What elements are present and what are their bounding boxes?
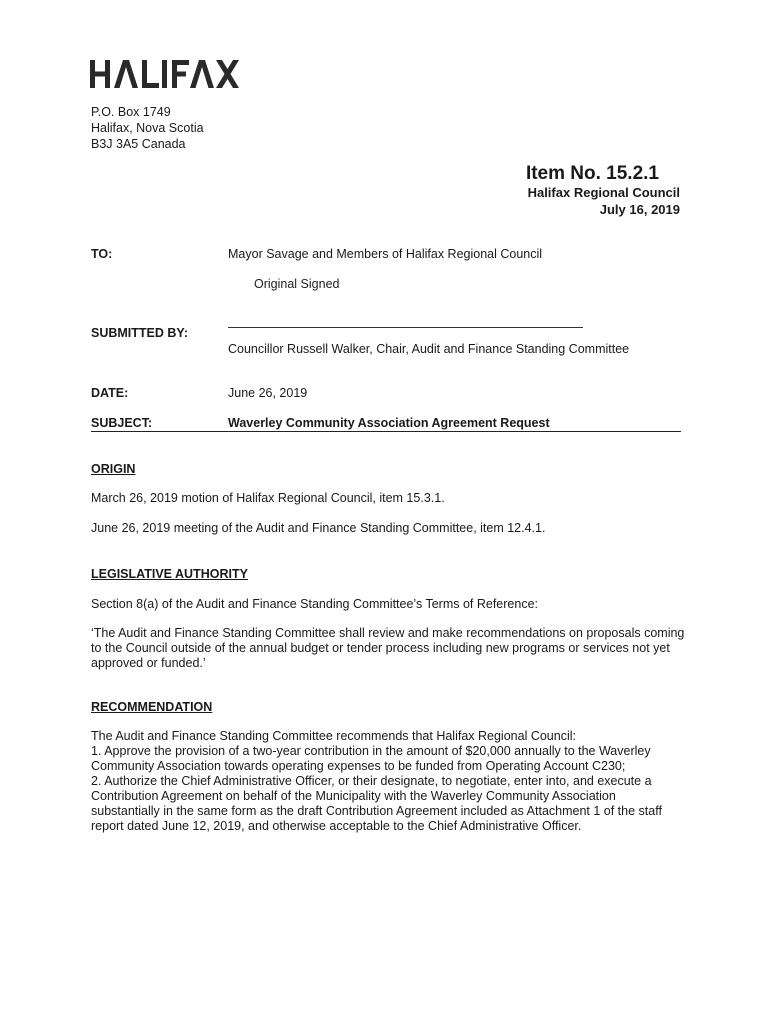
submitted-by-value: Councillor Russell Walker, Chair, Audit and Finance Standing Committee <box>228 342 630 356</box>
halifax-logo-graphic <box>90 56 240 92</box>
recommendation-line: report dated June 12, 2019, and otherwise acceptable to the Chief Administrative Officer. <box>91 819 582 833</box>
quote-line: ‘The Audit and Finance Standing Committee shall review and make recommendations on proposals coming <box>91 626 685 640</box>
original-signed-note: Original Signed <box>254 277 340 291</box>
recommendation-heading: RECOMMENDATION <box>91 700 213 714</box>
to-label: TO: <box>91 247 113 261</box>
date-value: June 26, 2019 <box>228 386 308 400</box>
address-line: B3J 3A5 Canada <box>91 137 186 151</box>
legislative-intro: Section 8(a) of the Audit and Finance Standing Committee’s Terms of Reference: <box>91 597 539 611</box>
council-name: Halifax Regional Council <box>527 185 680 200</box>
subject-label: SUBJECT: <box>91 416 153 430</box>
meeting-date: July 16, 2019 <box>599 202 680 217</box>
meeting-info <box>528 184 680 218</box>
recommendation-line: 1. Approve the provision of a two-year contribution in the amount of $20,000 annually to the Waverley <box>91 744 651 758</box>
recommendation-line: The Audit and Finance Standing Committee recommends that Halifax Regional Council: <box>91 729 576 743</box>
quote-line: approved or funded.’ <box>91 656 206 670</box>
legislative-quote <box>91 626 685 671</box>
address-line: P.O. Box 1749 <box>91 105 171 119</box>
to-value: Mayor Savage and Members of Halifax Regional Council <box>228 247 543 261</box>
quote-line: to the Council outside of the annual budget or tender process including new programs or services not yet <box>91 641 670 655</box>
letterhead-address <box>91 104 204 152</box>
origin-heading: ORIGIN <box>91 462 136 476</box>
signature-line <box>228 327 583 328</box>
item-number: Item No. 15.2.1 <box>525 163 659 184</box>
date-label: DATE: <box>91 386 129 400</box>
halifax-logo <box>90 56 240 92</box>
recommendation-line: substantially in the same form as the draft Contribution Agreement included as Attachment 1 of the staff <box>91 804 662 818</box>
origin-paragraph: June 26, 2019 meeting of the Audit and Finance Standing Committee, item 12.4.1. <box>91 521 546 535</box>
address-line: Halifax, Nova Scotia <box>91 121 204 135</box>
origin-paragraph: March 26, 2019 motion of Halifax Regional Council, item 15.3.1. <box>91 491 445 505</box>
subject-divider <box>91 431 681 432</box>
subject-value: Waverley Community Association Agreement Request <box>228 416 550 430</box>
recommendation-line: 2. Authorize the Chief Administrative Officer, or their designate, to negotiate, enter into, and execute a <box>91 774 652 788</box>
recommendation-body <box>91 729 681 834</box>
legislative-authority-heading: LEGISLATIVE AUTHORITY <box>91 567 248 581</box>
recommendation-line: Contribution Agreement on behalf of the Municipality with the Waverley Community Association <box>91 789 616 803</box>
submitted-by-label: SUBMITTED BY: <box>91 326 188 340</box>
recommendation-line: Community Association towards operating expenses to be funded from Operating Account C230; <box>91 759 626 773</box>
